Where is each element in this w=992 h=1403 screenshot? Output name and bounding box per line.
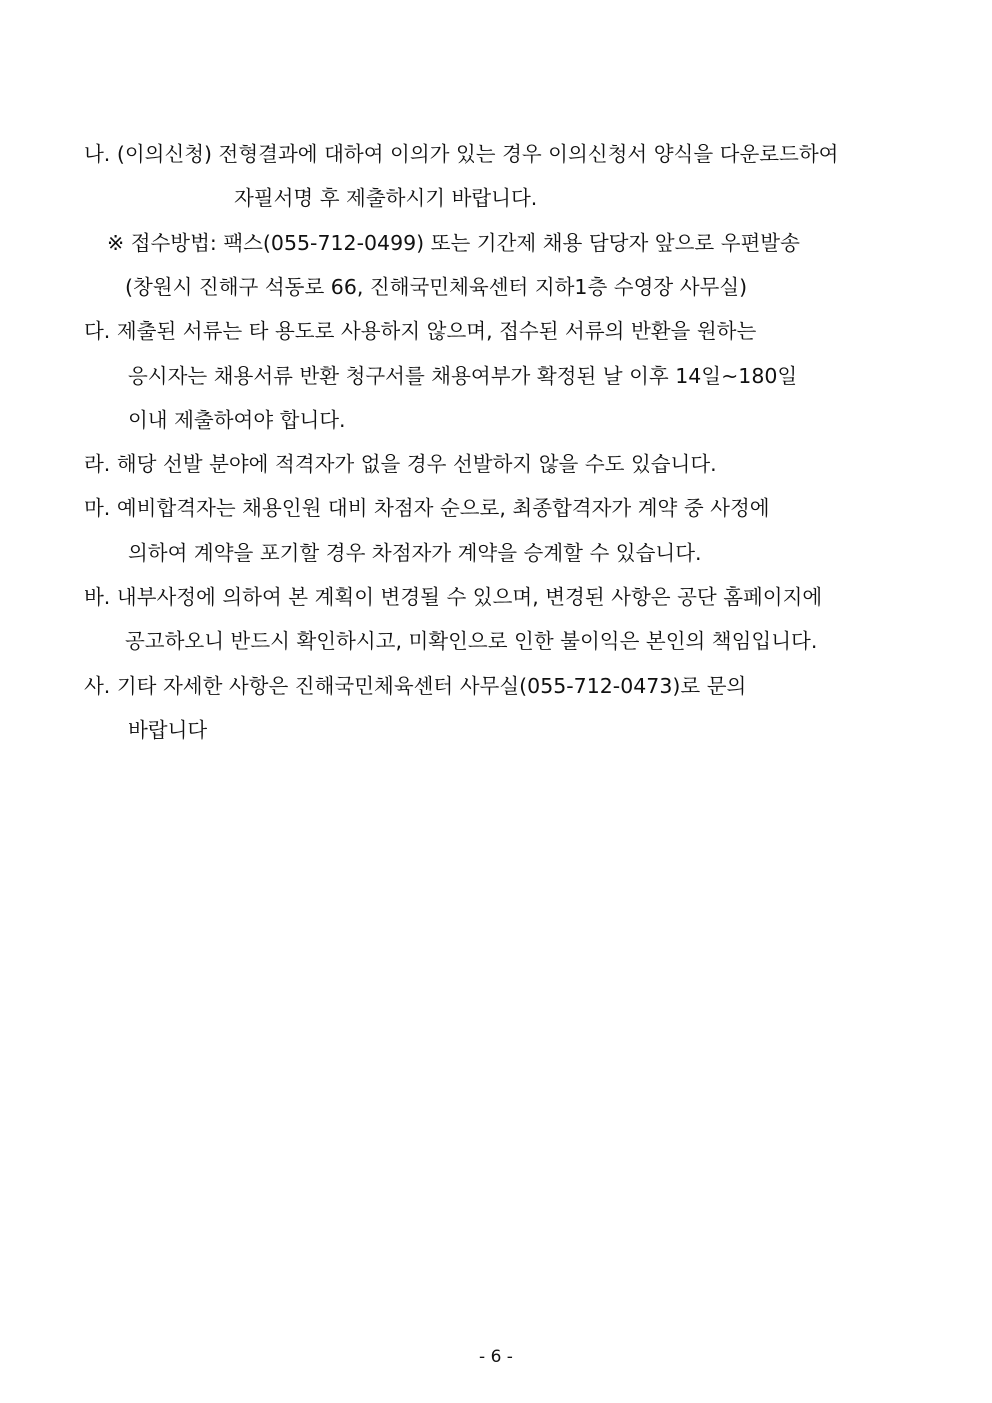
item-na-line-1: 나. (이의신청) 전형결과에 대하여 이의가 있는 경우 이의신청서 양식을 다운로드하여	[84, 142, 839, 166]
note-submission-method-line-1: ※ 접수방법: 팩스(055-712-0499) 또는 기간제 채용 담당자 앞으로 우편발송	[107, 231, 800, 255]
item-ma-line-2: 의하여 계약을 포기할 경우 차점자가 계약을 승계할 수 있습니다.	[128, 541, 702, 565]
item-ma-line-1: 마. 예비합격자는 채용인원 대비 차점자 순으로, 최종합격자가 계약 중 사정에	[84, 496, 770, 520]
item-da-line-2: 응시자는 채용서류 반환 청구서를 채용여부가 확정된 날 이후 14일~180일	[128, 364, 798, 388]
item-da-line-1: 다. 제출된 서류는 타 용도로 사용하지 않으며, 접수된 서류의 반환을 원하는	[84, 319, 757, 343]
item-sa-line-1: 사. 기타 자세한 사항은 진해국민체육센터 사무실(055-712-0473)로 문의	[84, 674, 747, 698]
page-number: - 6 -	[479, 1347, 513, 1367]
note-submission-method-line-2: (창원시 진해구 석동로 66, 진해국민체육센터 지하1층 수영장 사무실)	[125, 275, 748, 299]
item-ra-line-1: 라. 해당 선발 분야에 적격자가 없을 경우 선발하지 않을 수도 있습니다.	[84, 452, 717, 476]
item-ba-line-1: 바. 내부사정에 의하여 본 계획이 변경될 수 있으며, 변경된 사항은 공단 홈페이지에	[84, 585, 823, 609]
item-sa-line-2: 바랍니다	[128, 718, 208, 742]
item-da-line-3: 이내 제출하여야 합니다.	[128, 408, 346, 432]
item-na-line-2: 자필서명 후 제출하시기 바랍니다.	[234, 186, 538, 210]
item-ba-line-2: 공고하오니 반드시 확인하시고, 미확인으로 인한 불이익은 본인의 책임입니다.	[125, 629, 818, 653]
